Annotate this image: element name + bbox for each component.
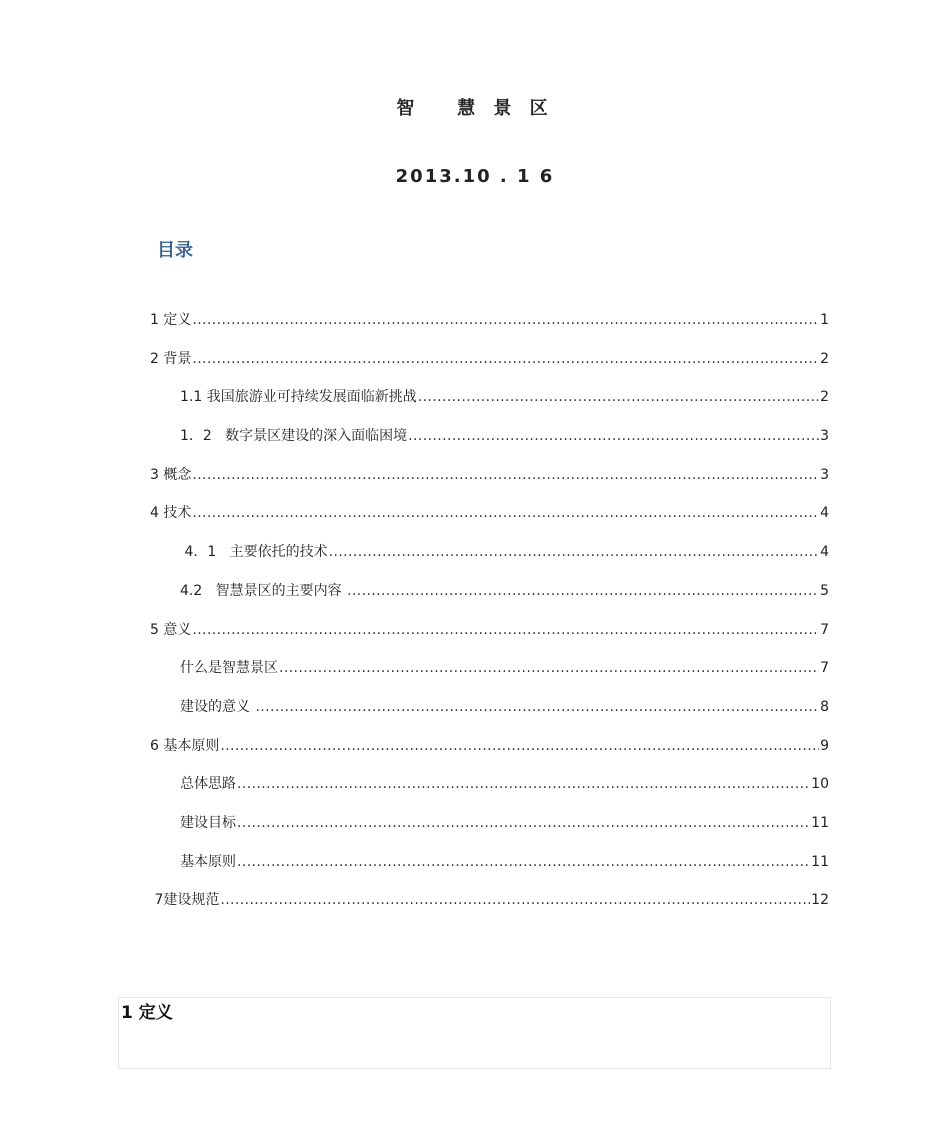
toc-entry-page: 5 xyxy=(820,582,829,599)
toc-leader-dots xyxy=(255,695,819,719)
toc-leader-dots xyxy=(237,772,810,796)
toc-entry[interactable] xyxy=(150,695,829,734)
toc-leader-dots xyxy=(192,463,819,487)
toc-leader-dots xyxy=(192,618,819,642)
toc-entry-page: 2 xyxy=(820,389,829,406)
toc-leader-dots xyxy=(408,424,819,448)
toc-entry-label: 4．1 主要依托的技术 xyxy=(180,544,328,561)
toc-entry-label: 5 意义 xyxy=(150,621,192,638)
toc-entry-page: 8 xyxy=(820,698,829,715)
toc-entry[interactable] xyxy=(150,618,829,657)
toc-leader-dots xyxy=(220,734,819,758)
toc-entry[interactable] xyxy=(150,734,829,773)
toc-entry-page: 7 xyxy=(820,621,829,638)
toc-entry[interactable] xyxy=(150,501,829,540)
toc-leader-dots xyxy=(329,540,819,564)
toc-entry-page: 11 xyxy=(811,814,829,831)
toc-entry[interactable] xyxy=(150,308,829,347)
toc-entry-page: 3 xyxy=(820,428,829,445)
document-title: 智 慧 景 区 xyxy=(396,98,554,119)
toc-entry[interactable] xyxy=(150,540,829,579)
toc-entry-label: 1．2 数字景区建设的深入面临困境 xyxy=(180,428,408,445)
toc-entry[interactable] xyxy=(150,772,829,811)
toc-entry-label: 4.2 智慧景区的主要内容 xyxy=(180,582,347,599)
toc-entry-label: 1.1 我国旅游业可持续发展面临新挑战 xyxy=(180,389,417,406)
toc-entry[interactable] xyxy=(150,463,829,502)
toc-leader-dots xyxy=(220,888,810,912)
toc-entry-label: 基本原则 xyxy=(180,853,236,870)
toc-heading: 目录 xyxy=(157,240,193,261)
toc-entry-page: 4 xyxy=(820,544,829,561)
toc-entry-label: 7建设规范 xyxy=(150,892,220,909)
toc-entry-label: 建设目标 xyxy=(180,814,236,831)
toc-entry-label: 什么是智慧景区 xyxy=(180,660,278,677)
document-date: 2013.10 . 1 6 xyxy=(395,166,555,187)
toc-entry-page: 9 xyxy=(820,737,829,754)
toc-entry-page: 12 xyxy=(811,892,829,909)
toc-leader-dots xyxy=(192,308,819,332)
toc-leader-dots xyxy=(279,656,819,680)
toc-leader-dots xyxy=(237,850,810,874)
toc-leader-dots xyxy=(192,501,819,525)
toc-entry[interactable] xyxy=(150,347,829,386)
toc-entry[interactable] xyxy=(150,424,829,463)
toc-entry-page: 7 xyxy=(820,660,829,677)
toc-entry-label: 总体思路 xyxy=(180,776,236,793)
toc-entry[interactable] xyxy=(150,888,829,927)
toc-leader-dots xyxy=(237,811,810,835)
toc-entry[interactable] xyxy=(150,656,829,695)
toc-entry-label: 6 基本原则 xyxy=(150,737,220,754)
toc-entry[interactable] xyxy=(150,579,829,618)
toc-entry-page: 4 xyxy=(820,505,829,522)
toc-entry-page: 10 xyxy=(811,776,829,793)
section-frame xyxy=(118,997,831,1069)
toc-entry-page: 11 xyxy=(811,853,829,870)
toc-entry-label: 4 技术 xyxy=(150,505,192,522)
toc-entry-page: 1 xyxy=(820,312,829,328)
toc-leader-dots xyxy=(418,385,819,409)
toc-leader-dots xyxy=(347,579,819,603)
section-title: 1 定义 xyxy=(121,1003,173,1023)
toc-leader-dots xyxy=(192,347,819,371)
toc-entry[interactable] xyxy=(150,850,829,889)
toc-entry[interactable] xyxy=(150,385,829,424)
toc-entry-label: 2 背景 xyxy=(150,350,192,367)
toc-entry-label: 3 概念 xyxy=(150,466,192,483)
toc-entry-page: 3 xyxy=(820,466,829,483)
toc-entry[interactable] xyxy=(150,811,829,850)
toc-entry-page: 2 xyxy=(820,350,829,367)
toc-entry-label: 建设的意义 xyxy=(180,698,255,715)
toc-entry-label: 1 定义 xyxy=(150,312,192,328)
table-of-contents xyxy=(150,308,829,927)
